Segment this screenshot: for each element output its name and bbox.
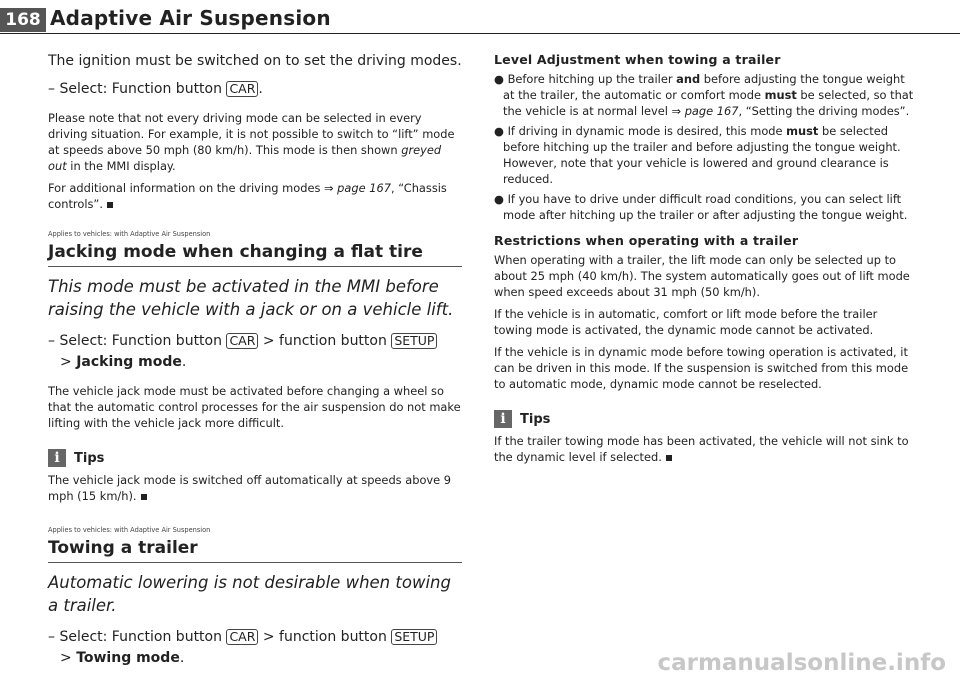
info-icon: i: [494, 410, 512, 428]
bullet-item: ● If you have to drive under difficult road conditions, you can select lift mode after hitching up the trailer or after adjusting the tongue weight.: [494, 192, 908, 222]
jacking-step: – Select: Function button CAR > function button SETUP > Jacking mode.: [48, 331, 462, 373]
arrow-icon: ⇒: [324, 181, 334, 195]
setup-key: SETUP: [391, 333, 437, 349]
restrictions-text: If the vehicle is in dynamic mode before towing operation is activated, it can be driven in this mode. If the suspension is switched from this mode to automatic mode, dynamic mode cannot be reselected.: [494, 345, 909, 391]
car-key: CAR: [226, 81, 258, 97]
towing-lead: Automatic lowering is not desirable when towing a trailer.: [48, 573, 451, 615]
applies-note: Applies to vehicles: with Adaptive Air Suspension: [48, 230, 211, 238]
watermark: carmanualsonline.info: [657, 650, 946, 676]
jacking-body: The vehicle jack mode must be activated before changing a wheel so that the automatic control processes for the air suspension do not make lifting with the vehicle jack more difficult.: [48, 384, 461, 430]
car-key: CAR: [226, 333, 258, 349]
towing-step: – Select: Function button CAR > function button SETUP > Towing mode.: [48, 627, 462, 669]
bullet-icon: ●: [494, 192, 504, 206]
car-key: CAR: [226, 629, 258, 645]
jacking-heading: Jacking mode when changing a flat tire: [48, 242, 462, 267]
header-rule: [0, 33, 960, 34]
page-number: 168: [0, 8, 46, 32]
level-adjustment-heading: Level Adjustment when towing a trailer: [494, 52, 781, 67]
bullet-item: ● If driving in dynamic mode is desired, this mode must be selected before hitching up the trailer and before adjusting the tongue weight. However, note that your vehicle is lowered and ground clearance is reduced.: [494, 124, 901, 186]
towing-tip: If the trailer towing mode has been activated, the vehicle will not sink to the dynamic level if selected.: [494, 434, 909, 464]
bullet-item: ● Before hitching up the trailer and before adjusting the tongue weight at the trailer, the automatic or comfort mode must be selected, so that the vehicle is at normal level ⇒ page 167, “Setting the driving modes”.: [494, 72, 914, 118]
arrow-icon: ⇒: [671, 104, 682, 118]
bullet-icon: ●: [494, 124, 504, 138]
applies-note: Applies to vehicles: with Adaptive Air Suspension: [48, 526, 211, 534]
end-mark-icon: [666, 455, 672, 461]
restrictions-heading: Restrictions when operating with a trailer: [494, 233, 799, 248]
tips-header: i Tips: [494, 410, 914, 428]
end-mark-icon: [107, 202, 113, 208]
tips-header: i Tips: [48, 449, 462, 467]
towing-heading: Towing a trailer: [48, 538, 462, 563]
left-column: [48, 52, 462, 669]
end-mark-icon: [141, 494, 147, 500]
setup-key: SETUP: [391, 629, 437, 645]
jacking-tip: The vehicle jack mode is switched off automatically at speeds above 9 mph (15 km/h).: [48, 473, 452, 503]
bullet-icon: ●: [494, 72, 504, 86]
section-title: Adaptive Air Suspension: [50, 6, 331, 30]
note-additional-info: For additional information on the driving modes ⇒ page 167, “Chassis controls”.: [48, 181, 447, 211]
page-header: [0, 0, 960, 38]
note-driving-modes: Please note that not every driving mode can be selected in every driving situation. For example, it is not possible to switch to “lift” mode at speeds above 50 mph (80 km/h). This mode is then shown greyed out in the MMI display.: [48, 111, 455, 173]
info-icon: i: [48, 449, 66, 467]
restrictions-text: If the vehicle is in automatic, comfort or lift mode before the trailer towing mode is activated, the dynamic mode cannot be activated.: [494, 307, 878, 337]
jacking-lead: This mode must be activated in the MMI before raising the vehicle with a jack or on a vehicle lift.: [48, 277, 454, 319]
restrictions-text: When operating with a trailer, the lift mode can only be selected up to about 25 mph (40 km/h). The system automatically goes out of lift mode when speed exceeds about 31 mph (50 km/h).: [494, 253, 910, 299]
intro-text: The ignition must be switched on to set the driving modes.: [48, 53, 462, 69]
intro-step: – Select: Function button CAR .: [48, 81, 263, 97]
page-ref-link[interactable]: page 167: [681, 104, 739, 118]
right-column: [494, 52, 914, 465]
page-ref-link[interactable]: page 167: [333, 181, 391, 195]
